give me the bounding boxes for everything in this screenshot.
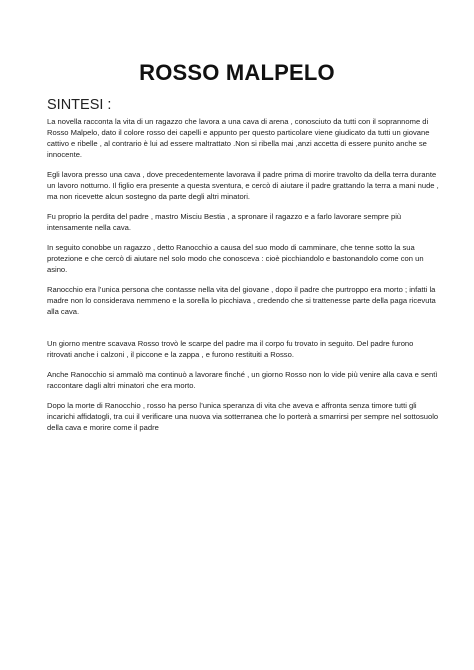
- section-heading: SINTESI :: [47, 97, 112, 113]
- paragraph-1: La novella racconta la vita di un ragazzo che lavora a una cava di arena , conosciuto da tutti con il soprannome di Rosso Malpelo, dato il colore rosso dei capelli e appunto per questo particolare viene giudicato da tutti un giovane cattivo e ribelle , al contrario è lui ad essere maltrattato .Non si ribella mai ,anzi accetta di essere punito anche se innocente.: [47, 117, 430, 159]
- paragraph-8: Dopo la morte di Ranocchio , rosso ha perso l’unica speranza di vita che aveva e affronta senza timore tutti gli incarichi affidatogli, tra cui il verificare una nuova via sotterranea che lo porterà a smarrirsi per sempre nel sottosuolo della cava e morire come il padre: [47, 401, 439, 432]
- paragraph-3: Fu proprio la perdita del padre , mastro Misciu Bestia , a spronare il ragazzo e a farlo lavorare sempre più intensamente nella cava.: [47, 212, 402, 232]
- paragraph-2: Egli lavora presso una cava , dove precedentemente lavorava il padre prima di morire travolto da della terra durante un lavoro notturno. Il figlio era presente a questa sventura, e cercò di aiutare il padre grattando la terra a mani nude , ma non ricevette alcun sostegno da parte degli altri minatori.: [47, 170, 439, 201]
- paragraph-5: Ranocchio era l’unica persona che contasse nella vita del giovane , dopo il padre che purtroppo era morto ; infatti la madre non lo considerava nemmeno e la sorella lo picchiava , credendo che si trattenesse parte della paga ricevuta alla cava.: [47, 285, 436, 316]
- document-title: ROSSO MALPELO: [139, 60, 335, 85]
- paragraph-7: Anche Ranocchio si ammalò ma continuò a lavorare finché , un giorno Rosso non lo vide più venire alla cava e sentì raccontare dagli altri minatori che era morto.: [47, 370, 438, 390]
- paragraph-4: In seguito conobbe un ragazzo , detto Ranocchio a causa del suo modo di camminare, che tenne sotto la sua protezione e che cercò di aiutare nel solo modo che conosceva : cioè picchiandolo e bastonandolo come con un asino.: [47, 243, 424, 274]
- paragraph-6: Un giorno mentre scavava Rosso trovò le scarpe del padre ma il corpo fu trovato in seguito. Del padre furono ritrovati anche i calzoni , il piccone e la zappa , e furono restituiti a Rosso.: [47, 339, 414, 359]
- document-body: [47, 116, 439, 442]
